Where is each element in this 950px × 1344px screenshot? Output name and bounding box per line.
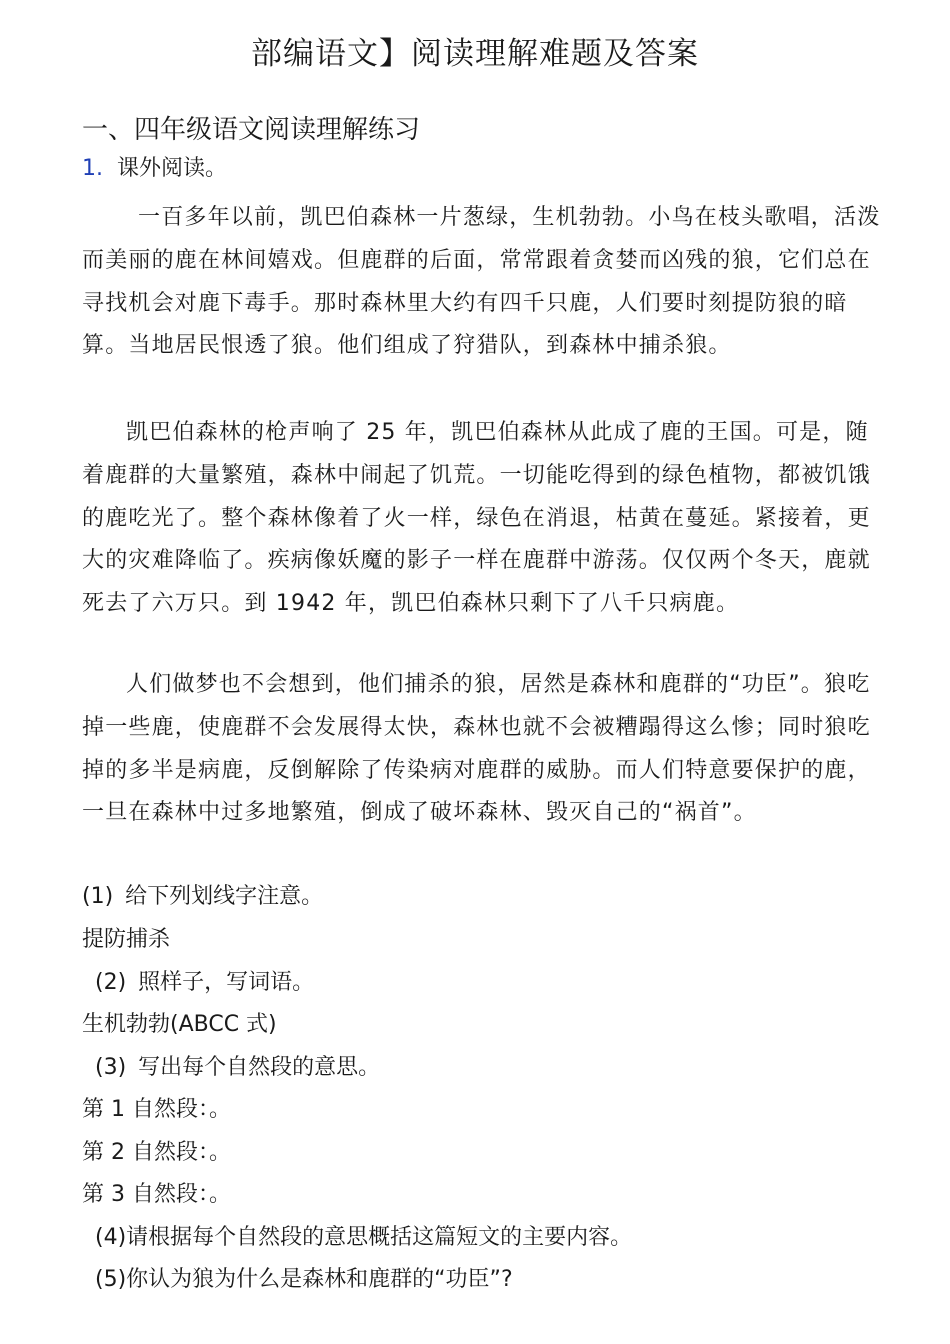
sub-question-2-marker: (2) [95,970,127,995]
passage-paragraph-2: 凯巴伯森林的枪声响了 25 年，凯巴伯森林从此成了鹿的王国。可是，随着鹿群的大量繁殖，森林中闹起了饥荒。一切能吃得到的绿色植物，都被饥饿的鹿吃光了。整个森林像着了火一样，绿色在消退，枯黄在蔓延。紧接着，更大的灾难降临了。疾病像妖魔的影子一样在鹿群中游荡。仅仅两个冬天，鹿就死去了六万只。到 1942 年，凯巴伯森林只剩下了八千只病鹿。 [82,420,871,617]
sub-question-1-text: 给下列划线字注意。 [125,884,324,909]
sub-question-2-text: 照样子，写词语。 [138,970,315,995]
sub-question-1-marker: (1) [82,884,114,909]
question-header [82,153,227,185]
question-label: 课外阅读。 [117,156,228,181]
sub-question-3-text: 写出每个自然段的意思。 [138,1055,381,1080]
document-title: 部编语文】阅读理解难题及答案 [251,36,699,72]
sub-question-4: (4)请根据每个自然段的意思概括这篇短文的主要内容。 [95,1225,633,1250]
sub-question-3-paragraph-2: 第 2 自然段：。 [82,1140,231,1165]
passage-paragraph-1: 一百多年以前，凯巴伯森林一片葱绿，生机勃勃。小鸟在枝头歌唱，活泼而美丽的鹿在林间嬉戏。但鹿群的后面，常常跟着贪婪而凶残的狼，它们总在寻找机会对鹿下毒手。那时森林里大约有四千只鹿，人们要时刻提防狼的暗算。当地居民恨透了狼。他们组成了狩猎队，到森林中捕杀狼。 [82,205,881,359]
passage-paragraph-3: 人们做梦也不会想到，他们捕杀的狼，居然是森林和鹿群的“功臣”。狼吃掉一些鹿，使鹿群不会发展得太快，森林也就不会被糟蹋得这么惨；同时狼吃掉的多半是病鹿，反倒解除了传染病对鹿群的威胁。而人们特意要保护的鹿，一旦在森林中过多地繁殖，倒成了破坏森林、毁灭自己的“祸首”。 [82,672,871,826]
sub-question-1 [82,881,323,913]
sub-question-3-paragraph-3: 第 3 自然段：。 [82,1182,231,1207]
section-heading: 一、四年级语文阅读理解练习 [82,115,421,145]
sub-question-3-marker: (3) [95,1055,127,1080]
sub-question-5: (5)你认为狼为什么是森林和鹿群的“功臣”? [95,1267,513,1292]
sub-question-2-example: 生机勃勃(ABCC 式) [82,1012,277,1037]
sub-question-3-paragraph-1: 第 1 自然段：。 [82,1097,231,1122]
question-number: 1. [82,156,103,181]
sub-question-2 [95,967,314,999]
sub-question-3 [95,1052,380,1084]
sub-question-1-words: 提防捕杀 [82,927,171,952]
